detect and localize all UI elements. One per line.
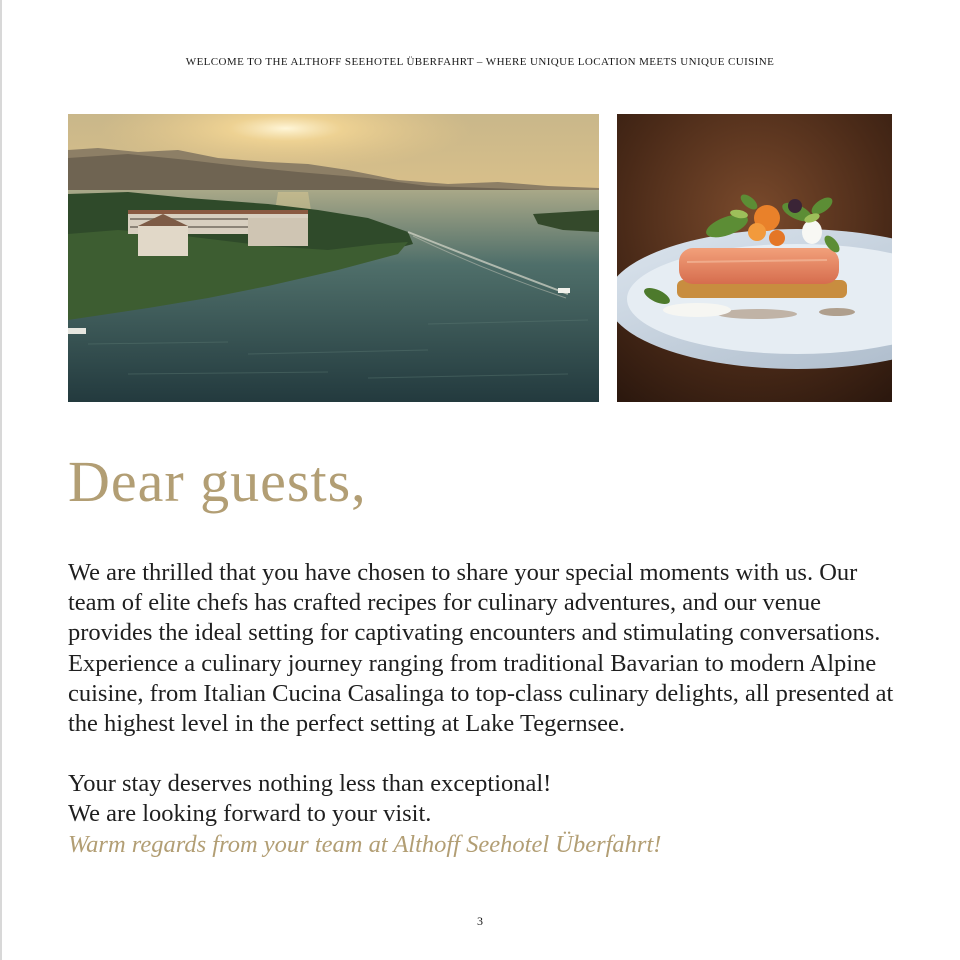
page-header-tagline: WELCOME TO THE ALTHOFF SEEHOTEL ÜBERFAHRT – WHERE UNIQUE LOCATION MEETS UNIQUE CUISINE (185, 56, 775, 68)
greeting-heading: Dear guests, (68, 449, 367, 514)
closing-line-exceptional: Your stay deserves nothing less than exceptional! (68, 770, 552, 798)
paragraph-intro: We are thrilled that you have chosen to share your special moments with us. Our team of elite chefs has crafted recipes for culinary adventures, and our venue provides the ideal setting for captivating encounters and stimulating conversations. (68, 559, 881, 647)
letter-body (68, 558, 898, 860)
page-edge (0, 0, 2, 960)
lake-aerial-image (68, 114, 599, 402)
page-number: 3 (477, 914, 483, 928)
salmon-dish-image (617, 114, 892, 402)
signoff-regards: Warm regards from your team at Althoff Seehotel Überfahrt! (68, 830, 662, 858)
closing-line-visit: We are looking forward to your visit. (68, 800, 432, 828)
paragraph-spacer (68, 739, 898, 769)
paragraph-journey: Experience a culinary journey ranging from traditional Bavarian to modern Alpine cuisine, from Italian Cucina Casalinga to top-class culinary delights, all presented at the highest level in the perfect setting at Lake Tegernsee. (68, 649, 894, 738)
